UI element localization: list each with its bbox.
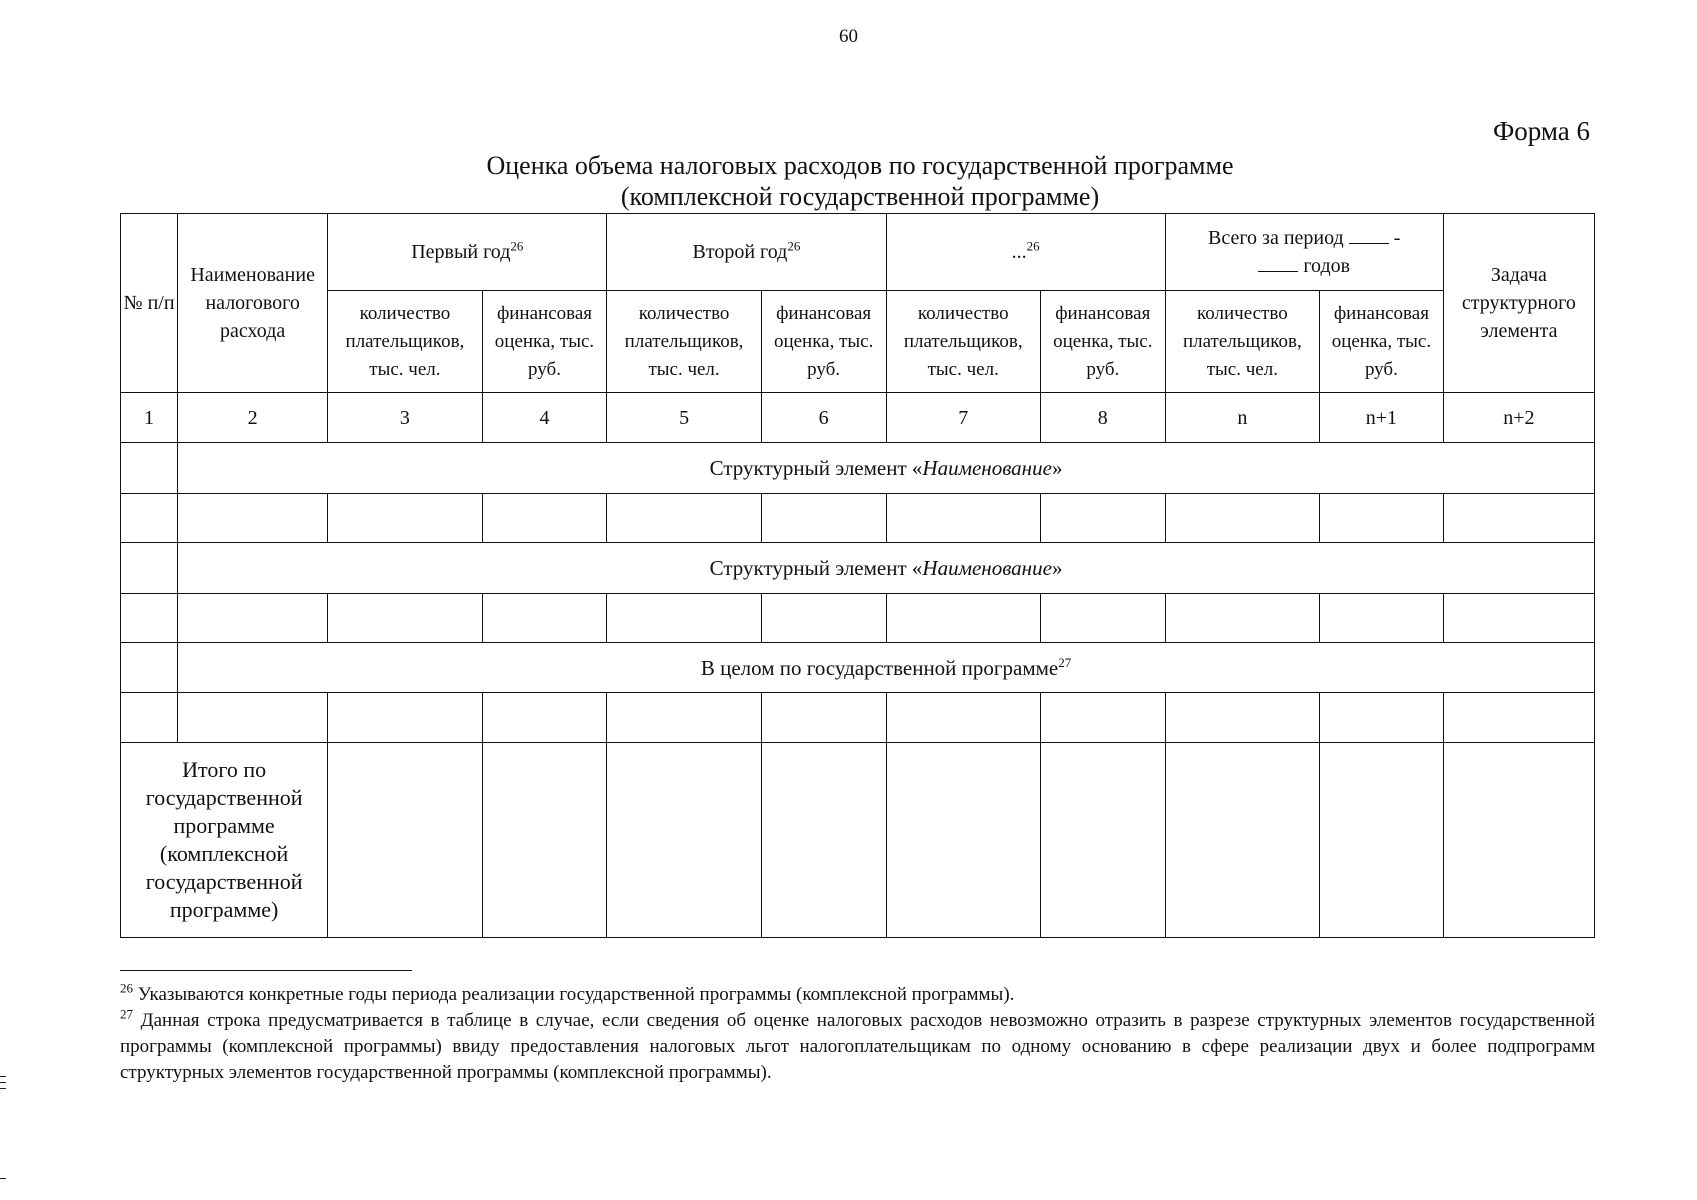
table-cell [328,494,482,543]
header-second-year [607,214,886,291]
page-number: 60 [839,26,858,47]
header-payers-count: количество плательщиков, тыс. чел. [886,291,1040,393]
table-cell [1165,693,1319,743]
table-cell [886,494,1040,543]
footnote-mark: 26 [120,980,133,996]
table-cell [121,693,178,743]
header-payers-count: количество плательщиков, тыс. чел. [1165,291,1319,393]
header-expenditure-name: Наименование налогового расхода [178,214,328,393]
header-financial-estimate: финансовая оценка, тыс. руб. [1320,291,1444,393]
footnote-ref-26: 26 [510,238,524,254]
form-label: Форма 6 [1492,116,1590,146]
total-row-label: Итого по государственной программе (комплексной государственной программе) [121,743,328,938]
header-total-suffix: годов [1303,255,1351,277]
footnote-ref-26: 26 [787,238,801,254]
table-cell [761,494,886,543]
header-task: Задача структурного элемента [1443,214,1594,393]
table-cell [178,693,328,743]
table-cell [1165,594,1319,643]
column-number: 2 [178,393,328,443]
table-cell [1320,594,1444,643]
table-cell [1443,494,1594,543]
column-number: 3 [328,393,482,443]
table-cell [886,743,1040,938]
section-title [178,543,1595,594]
table-cell [121,494,178,543]
section-suffix: » [1051,556,1063,580]
section-number-cell [121,543,178,594]
header-financial-estimate: финансовая оценка, тыс. руб. [761,291,886,393]
table-cell [178,594,328,643]
table-cell [886,693,1040,743]
table-cell [1320,743,1444,938]
section-number-cell [121,443,178,494]
tax-expenditure-table [120,213,1595,938]
table-cell [1443,594,1594,643]
table-cell [607,693,761,743]
table-cell [328,594,482,643]
column-number: 5 [607,393,761,443]
table-cell [328,693,482,743]
header-row-number: № п/п [121,214,178,393]
table-cell [761,743,886,938]
column-numbers-row [121,393,1595,443]
column-number: n [1165,393,1319,443]
table-cell [607,494,761,543]
column-number: 1 [121,393,178,443]
whole-program-title [178,643,1595,693]
table-cell [328,743,482,938]
table-cell [1040,494,1165,543]
header-payers-count: количество плательщиков, тыс. чел. [328,291,482,393]
table-cell [1320,693,1444,743]
table-cell [482,743,607,938]
table-cell [482,494,607,543]
section-name: Наименование [922,456,1052,480]
table-cell [1443,693,1594,743]
footnote-ref-26: 26 [1026,238,1040,254]
footnote-text: Указываются конкретные годы периода реализации государственной программы (комплексной программы). [137,984,1015,1005]
section-prefix: Структурный элемент « [709,556,923,580]
table-cell [886,594,1040,643]
section-number-cell [121,643,178,693]
header-other-years-label: ... [1011,241,1027,263]
section-name: Наименование [922,556,1052,580]
header-other-years [886,214,1165,291]
header-financial-estimate: финансовая оценка, тыс. руб. [1040,291,1165,393]
year-to-blank [1258,253,1298,272]
column-number: 8 [1040,393,1165,443]
table-cell [482,594,607,643]
section-title [178,443,1595,494]
column-number: 4 [482,393,607,443]
footnote-ref-27: 27 [1058,654,1072,670]
header-first-year [328,214,607,291]
table-cell [1165,743,1319,938]
table-cell [761,594,886,643]
header-first-year-label: Первый год [411,241,511,263]
column-number: n+1 [1320,393,1444,443]
whole-program-row [121,643,1595,693]
table-cell [761,693,886,743]
document-title [120,150,1600,212]
footnotes [120,982,1595,1086]
section-suffix: » [1051,456,1063,480]
footnote-26 [120,982,1595,1008]
footnote-27 [120,1008,1595,1086]
column-number: 7 [886,393,1040,443]
table-row [121,494,1595,543]
header-payers-count: количество плательщиков, тыс. чел. [607,291,761,393]
footnote-separator [120,970,412,971]
footnote-mark: 27 [120,1006,133,1022]
section-row [121,543,1595,594]
table-cell [482,693,607,743]
scan-edge-mark [0,1178,6,1179]
section-prefix: Структурный элемент « [709,456,923,480]
column-number: 6 [761,393,886,443]
table-cell [607,743,761,938]
table-cell [178,494,328,543]
table-cell [1040,693,1165,743]
header-financial-estimate: финансовая оценка, тыс. руб. [482,291,607,393]
total-row [121,743,1595,938]
table-cell [1040,594,1165,643]
header-total-prefix: Всего за период [1208,227,1344,249]
document-title-line-2: (комплексной государственной программе) [620,182,1100,211]
table-row [121,693,1595,743]
table-cell [1165,494,1319,543]
table-cell [1040,743,1165,938]
scan-edge-mark [0,1076,6,1077]
scan-edge-mark [0,1082,6,1083]
whole-program-label: В целом по государственной программе [700,655,1059,680]
section-row [121,443,1595,494]
scan-edge-mark [0,1088,6,1089]
header-total-period [1165,214,1443,291]
document-title-line-1: Оценка объема налоговых расходов по государственной программе [486,151,1234,180]
header-total-dash: - [1393,227,1401,249]
table-cell [607,594,761,643]
column-number: n+2 [1443,393,1594,443]
table-row [121,594,1595,643]
table-cell [1320,494,1444,543]
table-cell [121,594,178,643]
year-from-blank [1349,225,1389,244]
table-cell [1443,743,1594,938]
footnote-text: Данная строка предусматривается в таблице в случае, если сведения об оценке налоговых расходов невозможно отразить в разрезе структурных элементов государственной программы (комплексной программы) ввиду предоставления налоговых льгот налогоплательщикам по одному основанию в сфере реализации двух и более подпрограмм структурных элементов государственной программы (комплексной программы). [120,1010,1595,1083]
header-second-year-label: Второй год [692,241,788,263]
